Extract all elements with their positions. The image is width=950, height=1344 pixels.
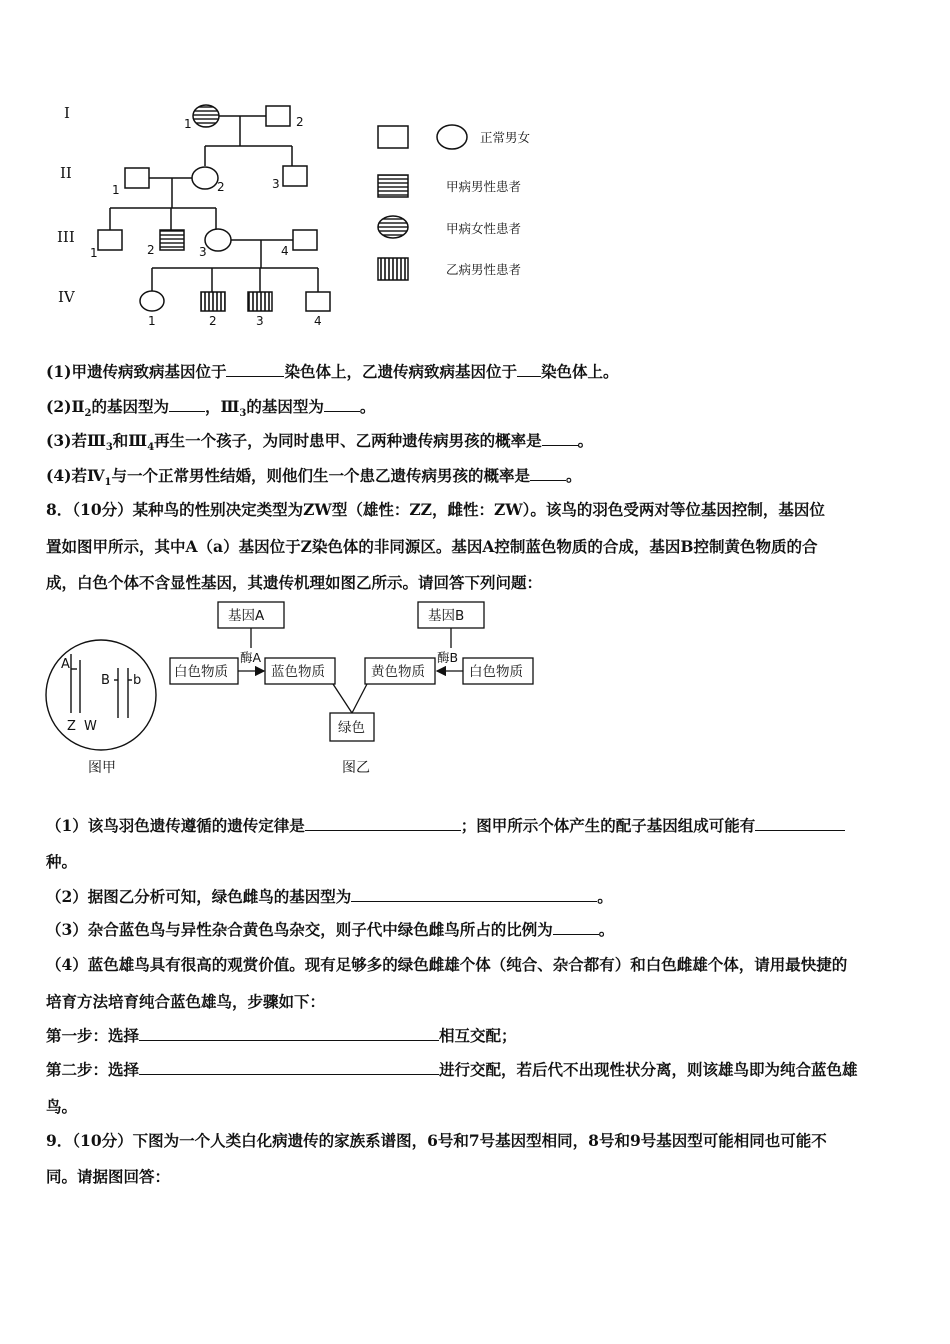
III1-number: 1 <box>90 246 98 260</box>
q7-part3: (3)若$Ⅲ_3$和$Ⅲ_4$再生一个孩子，为同时患甲、乙两种遗传病男孩的概率是 。 <box>46 431 594 454</box>
q8-intro-line-3: 成，白色个体不含显性基因，其遗传机理如图乙所示。请回答下列问题： <box>46 573 543 592</box>
q8-sub2: （2）据图乙分析可知，绿色雌鸟的基因型为 。 <box>46 887 613 906</box>
q8-sub3: （3）杂合蓝色鸟与异性杂合黄色鸟杂交，则子代中绿色雌鸟所占的比例为 。 <box>46 920 615 939</box>
legend-normal-male-symbol <box>378 126 408 148</box>
enzyme-a-label: 酶A <box>240 650 262 665</box>
q8-sub1-line2: 种。 <box>46 852 78 871</box>
IV4-number: 4 <box>314 314 322 328</box>
IV3-affected-male-b <box>248 292 272 311</box>
q8-sub1-line1: （1）该鸟羽色遗传遵循的遗传定律是 ；图甲所示个体产生的配子基因组成可能有 <box>46 814 845 836</box>
figure-yi-caption: 图乙 <box>342 760 370 776</box>
q8-blank-law[interactable] <box>305 816 461 831</box>
III2-affected-male-a <box>160 230 184 250</box>
label-A: A <box>61 657 70 672</box>
III4-number: 4 <box>281 244 289 258</box>
III4-normal-male <box>293 230 317 250</box>
II2-normal-female <box>192 167 218 189</box>
III1-normal-male <box>98 230 122 250</box>
q7-part1: (1)甲遗传病致病基因位于 染色体上，乙遗传病致病基因位于 染色体上。 <box>46 362 619 381</box>
I2-normal-male <box>266 106 290 126</box>
q8-sub4-line1: （4）蓝色雄鸟具有很高的观赏价值。现有足够多的绿色雌雄个体（纯合、杂合都有）和白色雌雄个体，请用最快捷的 <box>46 955 848 974</box>
q7-blank-3[interactable] <box>169 397 205 412</box>
II3-number: 3 <box>272 177 280 191</box>
green-label: 绿色 <box>338 720 365 736</box>
legend-normal-label: 正常男女 <box>480 130 531 145</box>
IV1-number: 1 <box>148 314 156 328</box>
q8-sub4-line2: 培育方法培育纯合蓝色雄鸟，步骤如下： <box>46 992 326 1011</box>
legend-a-female-label: 甲病女性患者 <box>446 221 522 236</box>
yellow-label: 黄色物质 <box>371 664 425 680</box>
label-b: b <box>133 673 142 688</box>
label-W: W <box>84 719 97 734</box>
label-Z: Z <box>67 719 76 734</box>
q8-blank-gametes[interactable] <box>755 816 845 831</box>
q7-blank-6[interactable] <box>530 466 566 481</box>
q8-blank-step1[interactable] <box>139 1026 439 1041</box>
pedigree-figure <box>40 90 570 340</box>
figure-jia-caption: 图甲 <box>88 760 116 776</box>
legend-a-female-symbol <box>378 216 408 238</box>
q7-blank-4[interactable] <box>324 397 360 412</box>
q8-blank-genotype[interactable] <box>351 887 597 902</box>
blue-label: 蓝色物质 <box>271 664 325 680</box>
II3-normal-male <box>283 166 307 186</box>
legend-b-male-symbol <box>378 258 408 280</box>
enzyme-b-label: 酶B <box>437 650 459 665</box>
gen-label-II: II <box>60 164 72 182</box>
q7-blank-2[interactable] <box>517 362 541 377</box>
legend-normal-female-symbol <box>437 125 467 149</box>
III3-normal-female <box>205 229 231 251</box>
white-left-label: 白色物质 <box>174 664 228 680</box>
white-right-label: 白色物质 <box>469 664 523 680</box>
q8-intro-line-2: 置如图甲所示，其中A（a）基因位于Z染色体的非同源区。基因A控制蓝色物质的合成，基因B控制黄色物质的合 <box>46 537 818 556</box>
I1-affected-female-a <box>193 105 219 127</box>
q8-step2-line1: 第二步：选择 进行交配，若后代不出现性状分离，则该雄鸟即为纯合蓝色雄 <box>46 1060 858 1079</box>
gen-label-III: III <box>57 228 75 246</box>
gene-b-label: 基因B <box>428 608 465 624</box>
label-B: B <box>101 673 110 688</box>
q7-part2: $(2)Ⅱ_2$的基因型为 ，$Ⅲ_3$的基因型为 。 <box>46 397 376 420</box>
II1-normal-male <box>125 168 149 188</box>
figure-jia <box>44 638 164 783</box>
IV2-number: 2 <box>209 314 217 328</box>
II2-number: 2 <box>217 180 225 194</box>
q8-step1: 第一步：选择 相互交配； <box>46 1026 517 1045</box>
III2-number: 2 <box>147 243 155 257</box>
legend-b-male-label: 乙病男性患者 <box>446 262 522 277</box>
III3-number: 3 <box>199 245 207 259</box>
q7-blank-5[interactable] <box>542 431 578 446</box>
IV3-number: 3 <box>256 314 264 328</box>
I1-number: 1 <box>184 117 192 131</box>
IV4-normal-male <box>306 292 330 311</box>
gene-a-label: 基因A <box>228 608 265 624</box>
IV2-affected-male-b <box>201 292 225 311</box>
q8-blank-ratio[interactable] <box>553 920 599 935</box>
q9-line-2: 同。请据图回答： <box>46 1167 171 1186</box>
gen-label-I: I <box>64 104 70 122</box>
I2-number: 2 <box>296 115 304 129</box>
q7-part4: (4)若$Ⅳ_1$与一个正常男性结婚，则他们生一个患乙遗传病男孩的概率是 。 <box>46 466 582 489</box>
IV1-normal-female <box>140 291 164 311</box>
gen-label-IV: IV <box>58 288 75 306</box>
legend-a-male-symbol <box>378 175 408 197</box>
q8-intro-line-1: 8．（10分）某种鸟的性别决定类型为ZW型（雄性：ZZ，雌性：ZW）。该鸟的羽色受两对等位基因控制，基因位 <box>46 500 825 519</box>
q7-blank-1[interactable] <box>226 362 284 377</box>
legend-a-male-label: 甲病男性患者 <box>446 179 522 194</box>
q8-step2-line2: 鸟。 <box>46 1097 78 1116</box>
figure-yi <box>165 596 545 786</box>
q9-line-1: 9．（10分）下图为一个人类白化病遗传的家族系谱图，6号和7号基因型相同，8号和9号基因型可能相同也可能不 <box>46 1131 827 1150</box>
q8-blank-step2[interactable] <box>139 1060 439 1075</box>
II1-number: 1 <box>112 183 120 197</box>
